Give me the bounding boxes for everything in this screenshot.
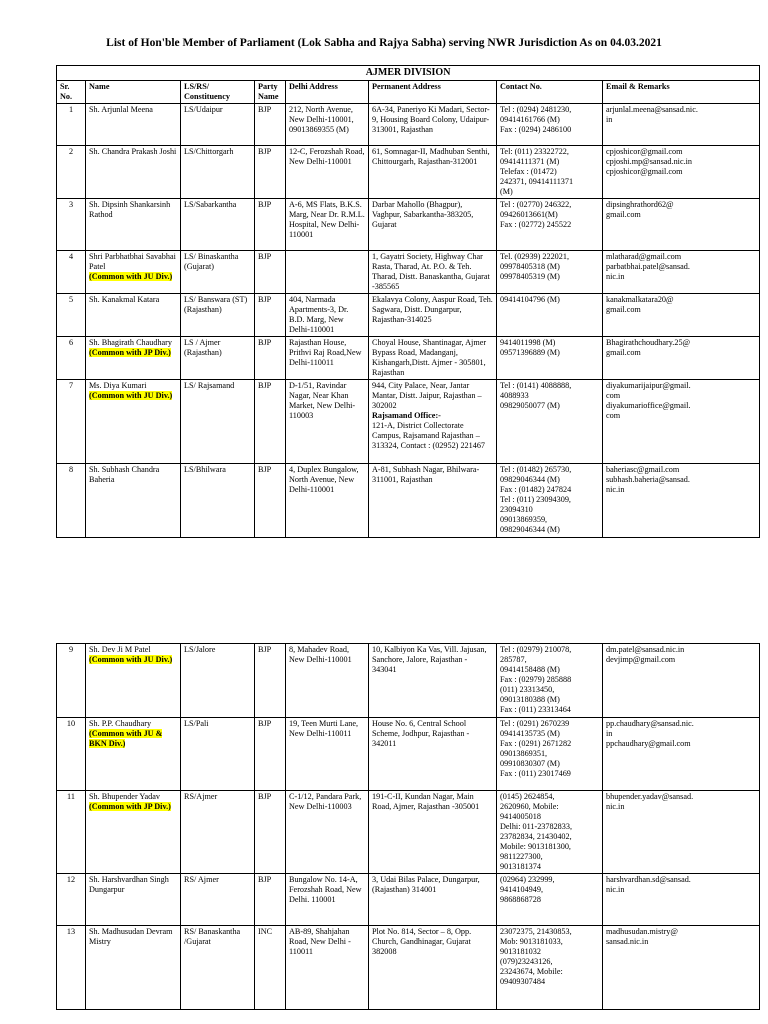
member-name-cell — [86, 337, 181, 380]
permanent-address: 6A-34, Paneriyo Ki Madari, Sector-9, Housing Board Colony, Udaipur-313001, Rajasthan — [372, 105, 490, 135]
common-division-note: (Common with JU Div.) — [89, 391, 173, 401]
constituency-cell: LS/Udaipur — [181, 104, 255, 146]
email-cell — [603, 146, 760, 199]
member-name-cell — [86, 380, 181, 464]
contact-line: (02964) 232999, — [500, 875, 555, 884]
contact-line: 9414104949, — [500, 885, 543, 894]
email-cell — [603, 791, 760, 874]
email-line: com — [606, 411, 621, 421]
member-name: Sh. Chandra Prakash Joshi — [89, 147, 177, 157]
contact-line: Mob: 9013181033, — [500, 937, 563, 946]
member-name: Ms. Diya Kumari — [89, 381, 147, 391]
permanent-address: 10, Kalbiyon Ka Vas, Vill. Jajusan, Sanchore, Jalore, Rajasthan - 343041 — [372, 645, 487, 674]
contact-line: 9868868728 — [500, 895, 541, 904]
contact-line: Tel : (0291) 2670239 — [500, 719, 570, 728]
division-heading: AJMER DIVISION — [57, 66, 760, 81]
permanent-address-cell — [369, 874, 497, 926]
member-name: Sh. Bhupender Yadav — [89, 792, 160, 801]
serial-number-cell: 3 — [57, 199, 86, 251]
email-line: Bhagirathchoudhary.25@ — [606, 338, 691, 348]
contact-line: 09414111371 (M) — [500, 157, 560, 167]
permanent-address: Ekalavya Colony, Aaspur Road, Teh. Sagwara, Distt. Dungarpur, Rajasthan-314025 — [372, 295, 493, 325]
permanent-address: A-81, Subhash Nagar, Bhilwara-311001, Rajasthan — [372, 465, 480, 485]
contact-line: Fax : (01482) 247824 — [500, 485, 572, 495]
constituency-cell: RS/Ajmer — [181, 791, 255, 874]
member-name: Sh. Bhagirath Chaudhary — [89, 338, 172, 348]
email-cell — [603, 251, 760, 294]
email-line: nic.in — [606, 272, 625, 282]
contact-line: Fax : (011) 23017469 — [500, 769, 571, 778]
serial-number-cell: 2 — [57, 146, 86, 199]
contact-line: Fax : (0291) 2671282 — [500, 739, 572, 748]
contact-cell — [497, 199, 603, 251]
contact-line: 23072375, 21430853, — [500, 927, 572, 936]
member-name: Sh. Dipsinh Shankarsinh Rathod — [89, 200, 171, 220]
table-row — [57, 926, 760, 1010]
serial-number-cell: 9 — [57, 644, 86, 718]
constituency-cell: LS/Sabarkantha — [181, 199, 255, 251]
contact-cell — [497, 926, 603, 1010]
email-line: mlatharad@gmail.com — [606, 252, 682, 262]
contact-line: 9013181374 — [500, 862, 541, 871]
table-row — [57, 199, 760, 251]
delhi-address-cell — [286, 251, 369, 294]
contact-cell — [497, 791, 603, 874]
member-name-cell — [86, 874, 181, 926]
email-cell — [603, 644, 760, 718]
contact-line: 09414161766 (M) — [500, 115, 560, 125]
contact-line: (079)23243126, — [500, 957, 553, 966]
table-header-row — [57, 81, 760, 104]
contact-line: 09978405318 (M) — [500, 262, 560, 272]
constituency-cell: LS/ Banswara (ST) (Rajasthan) — [181, 294, 255, 337]
contact-line: Fax : (011) 23313464 — [500, 705, 571, 714]
contact-line: 09910830307 (M) — [500, 759, 560, 768]
delhi-address-cell: 4, Duplex Bungalow, North Avenue, New Delhi-110001 — [286, 464, 369, 538]
email-line: in — [606, 115, 613, 125]
member-name: Sh. Arjunlal Meena — [89, 105, 153, 115]
email-line: cpjoshi.mp@sansad.nic.in — [606, 157, 692, 167]
contact-line: 23094310 — [500, 505, 533, 515]
party-cell: BJP — [255, 294, 286, 337]
table-row — [57, 464, 760, 538]
permanent-address: 944, City Palace, Near, Jantar Mantar, Distt. Jaipur, Rajasthan – 302002 — [372, 381, 482, 411]
contact-line: 242371, 09414111371 — [500, 177, 574, 187]
contact-line: 09414104796 (M) — [500, 295, 560, 305]
contact-line: 23782834, 21430402, — [500, 832, 572, 841]
email-line: sansad.nic.in — [606, 937, 649, 946]
delhi-address-cell: 404, Narmada Apartments-3, Dr. B.D. Marg, New Delhi-110001 — [286, 294, 369, 337]
permanent-address-cell — [369, 926, 497, 1010]
contact-line: Mobile: 9013181300, — [500, 842, 571, 851]
contact-cell — [497, 380, 603, 464]
contact-line: 09978405319 (M) — [500, 272, 560, 282]
email-line: dipsinghrathord62@ — [606, 200, 674, 210]
table-row — [57, 718, 760, 791]
permanent-address-cell — [369, 464, 497, 538]
table-row — [57, 874, 760, 926]
permanent-address: 3, Udai Bilas Palace, Dungarpur, (Rajasthan) 314001 — [372, 875, 480, 894]
table-row — [57, 294, 760, 337]
constituency-cell: LS/Pali — [181, 718, 255, 791]
contact-line: 23243674, Mobile: — [500, 967, 563, 976]
table-row — [57, 251, 760, 294]
email-line: nic.in — [606, 485, 625, 495]
member-name-cell — [86, 199, 181, 251]
contact-line: 4088933 — [500, 391, 529, 401]
email-cell — [603, 464, 760, 538]
table-row — [57, 146, 760, 199]
contact-cell — [497, 718, 603, 791]
email-line: devjimp@gmail.com — [606, 655, 676, 664]
member-name: Sh. Harshvardhan Singh Dungarpur — [89, 875, 169, 894]
serial-number-cell: 13 — [57, 926, 86, 1010]
permanent-address: Plot No. 814, Sector – 8, Opp. Church, Gandhinagar, Gujarat 382008 — [372, 927, 472, 956]
delhi-address-cell: 212, North Avenue, New Delhi-110001, 09013869355 (M) — [286, 104, 369, 146]
party-cell: BJP — [255, 104, 286, 146]
email-line: cpjoshicor@gmail.com — [606, 167, 683, 177]
header-email: Email & Remarks — [603, 81, 760, 104]
party-cell: BJP — [255, 251, 286, 294]
member-name-cell — [86, 251, 181, 294]
email-line: gmail.com — [606, 348, 641, 358]
email-cell — [603, 874, 760, 926]
contact-line: Tel : (0294) 2481230, — [500, 105, 572, 115]
email-line: diyakumarijaipur@gmail. — [606, 381, 691, 391]
member-name-cell — [86, 294, 181, 337]
permanent-address-cell — [369, 104, 497, 146]
delhi-address-cell: Rajasthan House, Prithvi Raj Road,New Delhi-110011 — [286, 337, 369, 380]
contact-line: 09414135735 (M) — [500, 729, 560, 738]
permanent-address: 191-C-II, Kundan Nagar, Main Road, Ajmer, Rajasthan -305001 — [372, 792, 480, 811]
table-row — [57, 104, 760, 146]
contact-line: Fax : (02772) 245522 — [500, 220, 572, 230]
contact-line: 09013869359, — [500, 515, 548, 525]
permanent-address-cell — [369, 146, 497, 199]
constituency-cell: RS/ Ajmer — [181, 874, 255, 926]
table-row — [57, 791, 760, 874]
permanent-address-cell — [369, 294, 497, 337]
permanent-address: Darbar Mahollo (Bhagpur), Vaghpur, Sabarkantha-383205, Gujarat — [372, 200, 474, 230]
contact-line: (011) 23313450, — [500, 685, 555, 694]
party-cell: BJP — [255, 380, 286, 464]
email-cell — [603, 926, 760, 1010]
mp-table-continued — [56, 643, 760, 1010]
email-cell — [603, 199, 760, 251]
member-name-cell — [86, 146, 181, 199]
contact-line: 2620960, Mobile: — [500, 802, 559, 811]
contact-line: (0145) 2624854, — [500, 792, 555, 801]
contact-line: Tel. (02939) 222021, — [500, 252, 570, 262]
member-name-cell — [86, 104, 181, 146]
contact-line: Tel : (02770) 246322, — [500, 200, 572, 210]
header-delhi-address: Delhi Address — [286, 81, 369, 104]
member-name: Sh. Madhusudan Devram Mistry — [89, 927, 173, 946]
serial-number-cell: 5 — [57, 294, 86, 337]
email-line: gmail.com — [606, 305, 641, 315]
email-cell — [603, 104, 760, 146]
contact-line: Delhi: 011-23782833, — [500, 822, 573, 831]
delhi-address-cell: C-1/12, Pandara Park, New Delhi-110003 — [286, 791, 369, 874]
contact-cell — [497, 644, 603, 718]
contact-line: 09426013661(M) — [500, 210, 558, 220]
contact-cell — [497, 337, 603, 380]
contact-line: 09571396889 (M) — [500, 348, 560, 358]
party-cell: BJP — [255, 337, 286, 380]
document-title: List of Hon'ble Member of Parliament (Lok Sabha and Rajya Sabha) serving NWR Jurisdiction As on 04.03.2021 — [106, 37, 662, 49]
email-cell — [603, 718, 760, 791]
email-line: nic.in — [606, 802, 625, 811]
office-address: 121-A, District Collectorate Campus, Rajsamand Rajasthan – 313324, Contact : (02952) 221467 — [372, 421, 486, 451]
contact-line: Tel : (01482) 265730, — [500, 465, 572, 475]
serial-number-cell: 4 — [57, 251, 86, 294]
contact-line: Tel: (011) 23322722, — [500, 147, 569, 157]
serial-number-cell: 6 — [57, 337, 86, 380]
contact-cell — [497, 104, 603, 146]
contact-cell — [497, 294, 603, 337]
email-cell — [603, 380, 760, 464]
permanent-address-cell — [369, 337, 497, 380]
table-row — [57, 337, 760, 380]
permanent-address-cell — [369, 644, 497, 718]
email-line: gmail.com — [606, 210, 641, 220]
contact-line: (M) — [500, 187, 513, 197]
contact-line: 9013181032 — [500, 947, 541, 956]
contact-line: 09829046344 (M) — [500, 475, 560, 485]
email-line: arjunlal.meena@sansad.nic. — [606, 105, 698, 115]
email-line: kanakmalkatara20@ — [606, 295, 674, 305]
party-cell: INC — [255, 926, 286, 1010]
serial-number-cell: 8 — [57, 464, 86, 538]
header-sr: Sr. No. — [57, 81, 86, 104]
contact-line: Tel : (0141) 4088888, — [500, 381, 572, 391]
email-line: parbatbhai.patel@sansad. — [606, 262, 690, 272]
delhi-address-cell: A-6, MS Flats, B.K.S. Marg, Near Dr. R.M.L. Hospital, New Delhi-110001 — [286, 199, 369, 251]
email-line: cpjoshicor@gmail.com — [606, 147, 683, 157]
member-name-cell — [86, 718, 181, 791]
mp-table-ajmer — [56, 65, 760, 538]
contact-line: 9811227300, — [500, 852, 543, 861]
constituency-cell: LS / Ajmer (Rajasthan) — [181, 337, 255, 380]
member-name-cell — [86, 791, 181, 874]
common-division-note: (Common with JU Div.) — [89, 655, 173, 664]
contact-line: 285787, — [500, 655, 527, 664]
permanent-address-cell — [369, 718, 497, 791]
party-cell: BJP — [255, 644, 286, 718]
email-line: pp.chaudhary@sansad.nic. — [606, 719, 694, 728]
email-line: com — [606, 391, 621, 401]
delhi-address-cell: Bungalow No. 14-A, Ferozshah Road, New Delhi. 110001 — [286, 874, 369, 926]
header-contact: Contact No. — [497, 81, 603, 104]
contact-cell — [497, 146, 603, 199]
delhi-address-cell: 8, Mahadev Road, New Delhi-110001 — [286, 644, 369, 718]
header-name: Name — [86, 81, 181, 104]
member-name: Shri Parbhatbhai Savabhai Patel — [89, 252, 176, 272]
member-name: Sh. Dev Ji M Patel — [89, 645, 151, 654]
email-line: dm.patel@sansad.nic.in — [606, 645, 685, 654]
email-line: diyakumarioffice@gmail. — [606, 401, 691, 411]
contact-line: 09013180388 (M) — [500, 695, 560, 704]
email-cell — [603, 294, 760, 337]
email-cell — [603, 337, 760, 380]
member-name: Sh. Kanakmal Katara — [89, 295, 160, 305]
contact-cell — [497, 874, 603, 926]
permanent-address-cell — [369, 791, 497, 874]
constituency-cell: RS/ Banaskantha /Gujarat — [181, 926, 255, 1010]
contact-line: 9414011998 (M) — [500, 338, 556, 348]
email-line: subhash.baheria@sansad. — [606, 475, 690, 485]
table-row — [57, 644, 760, 718]
header-permanent-address: Permanent Address — [369, 81, 497, 104]
email-line: bhupender.yadav@sansad. — [606, 792, 694, 801]
party-cell: BJP — [255, 874, 286, 926]
contact-line: 09409307484 — [500, 977, 546, 986]
permanent-address-cell — [369, 251, 497, 294]
member-name-cell — [86, 464, 181, 538]
email-line: baheriasc@gmail.com — [606, 465, 680, 475]
permanent-address: Choyal House, Shantinagar, Ajmer Bypass Road, Madanganj, Kishangarh,Distt. Ajmer - 305801, Rajasthan — [372, 338, 487, 378]
permanent-address: 61, Somnagar-II, Madhuban Senthi, Chittourgarh, Rajasthan-312001 — [372, 147, 490, 167]
header-constituency: LS/RS/ Constituency — [181, 81, 255, 104]
email-line: harshvardhan.sd@sansad. — [606, 875, 691, 884]
email-line: madhusudan.mistry@ — [606, 927, 678, 936]
permanent-address-cell — [369, 380, 497, 464]
delhi-address-cell: 19, Teen Murti Lane, New Delhi-110011 — [286, 718, 369, 791]
contact-line: 09414158488 (M) — [500, 665, 560, 674]
delhi-address-cell: 12-C, Ferozshah Road, New Delhi-110001 — [286, 146, 369, 199]
party-cell: BJP — [255, 791, 286, 874]
contact-cell — [497, 464, 603, 538]
party-cell: BJP — [255, 718, 286, 791]
serial-number-cell: 12 — [57, 874, 86, 926]
common-division-note: (Common with JP Div.) — [89, 802, 171, 811]
contact-line: 9414005018 — [500, 812, 541, 821]
serial-number-cell: 1 — [57, 104, 86, 146]
party-cell: BJP — [255, 146, 286, 199]
serial-number-cell: 10 — [57, 718, 86, 791]
delhi-address-cell: D-1/51, Ravindar Nagar, Near Khan Market, New Delhi-110003 — [286, 380, 369, 464]
contact-line: 09829050077 (M) — [500, 401, 560, 411]
delhi-address-cell: AB-89, Shahjahan Road, New Delhi - 110011 — [286, 926, 369, 1010]
contact-line: Fax : (02979) 285888 — [500, 675, 572, 684]
constituency-cell: LS/Chittorgarh — [181, 146, 255, 199]
common-division-note: (Common with JP Div.) — [89, 348, 171, 358]
common-division-note: (Common with JU & BKN Div.) — [89, 729, 163, 748]
member-name-cell — [86, 644, 181, 718]
permanent-address-cell — [369, 199, 497, 251]
member-name: Sh. Subhash Chandra Baheria — [89, 465, 160, 485]
constituency-cell: LS/ Rajsamand — [181, 380, 255, 464]
permanent-address: 1, Gayatri Society, Highway Char Rasta, Tharad, At. P.O. & Teh. Tharad, Distt. Banaskantha, Gujarat -385565 — [372, 252, 490, 292]
party-cell: BJP — [255, 199, 286, 251]
contact-line: Tel : (011) 23094309, — [500, 495, 571, 505]
contact-line: Telefax : (01472) — [500, 167, 557, 177]
constituency-cell: LS/ Binaskantha (Gujarat) — [181, 251, 255, 294]
division-heading-row — [57, 66, 760, 81]
email-line: in — [606, 729, 613, 738]
serial-number-cell: 11 — [57, 791, 86, 874]
member-name-cell — [86, 926, 181, 1010]
header-party: Party Name — [255, 81, 286, 104]
common-division-note: (Common with JU Div.) — [89, 272, 173, 282]
email-line: ppchaudhary@gmail.com — [606, 739, 691, 748]
serial-number-cell: 7 — [57, 380, 86, 464]
constituency-cell: LS/Bhilwara — [181, 464, 255, 538]
contact-line: Fax : (0294) 2486100 — [500, 125, 572, 135]
constituency-cell: LS/Jalore — [181, 644, 255, 718]
contact-line: Tel : (02979) 210078, — [500, 645, 572, 654]
office-label: Rajsamand Office:- — [372, 411, 441, 421]
member-name: Sh. P.P. Chaudhary — [89, 719, 152, 728]
contact-line: 09829046344 (M) — [500, 525, 560, 535]
email-line: nic.in — [606, 885, 625, 894]
party-cell: BJP — [255, 464, 286, 538]
table-row — [57, 380, 760, 464]
contact-cell — [497, 251, 603, 294]
permanent-address: House No. 6, Central School Scheme, Jodhpur, Rajasthan - 342011 — [372, 719, 470, 748]
contact-line: 09013869351, — [500, 749, 548, 758]
